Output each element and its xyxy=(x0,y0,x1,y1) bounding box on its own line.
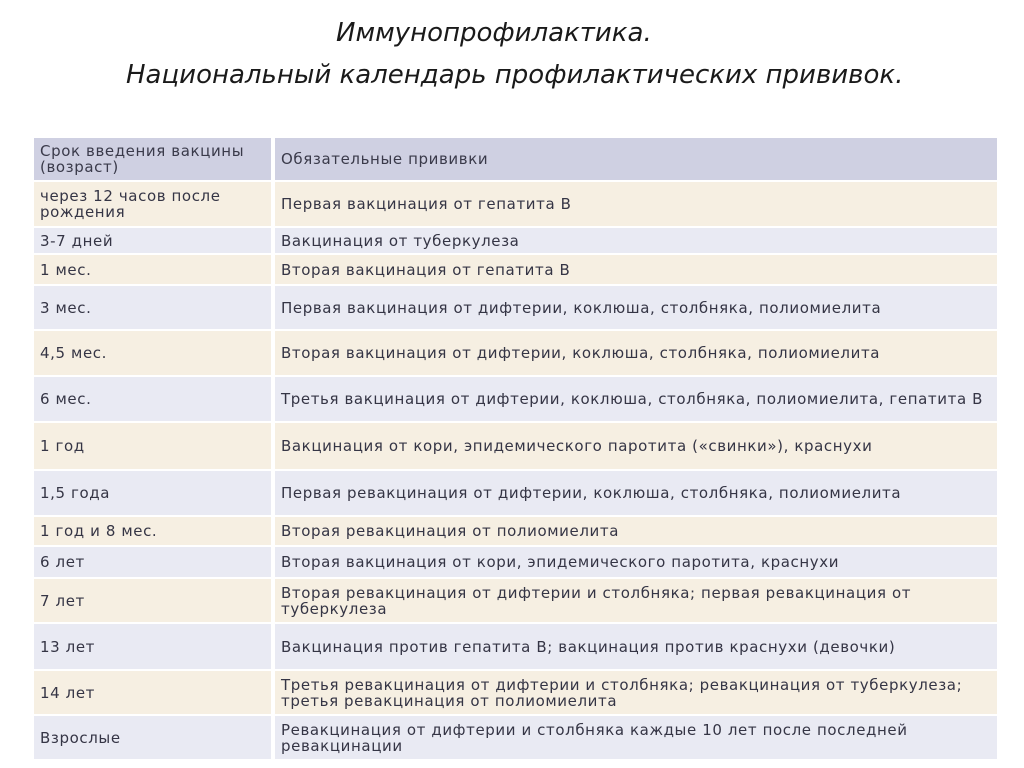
cell-age: через 12 часов после рождения xyxy=(34,180,275,226)
table-row xyxy=(34,515,997,545)
table-row xyxy=(34,375,997,421)
cell-age: 1,5 года xyxy=(34,469,275,515)
title-line-2: Национальный календарь профилактических прививок. xyxy=(126,60,904,90)
header-age: Срок введения вакцины (возраст) xyxy=(34,138,275,180)
cell-vaccine: Первая вакцинация от гепатита В xyxy=(275,180,997,226)
table-row xyxy=(34,622,997,669)
cell-age: Взрослые xyxy=(34,714,275,759)
table-body xyxy=(34,180,997,759)
cell-age: 14 лет xyxy=(34,669,275,714)
cell-vaccine: Третья вакцинация от дифтерии, коклюша, столбняка, полиомиелита, гепатита В xyxy=(275,375,997,421)
cell-vaccine: Вторая ревакцинация от полиомиелита xyxy=(275,515,997,545)
cell-age: 13 лет xyxy=(34,622,275,669)
table-row xyxy=(34,545,997,577)
table-header-row xyxy=(34,138,997,180)
cell-vaccine: Первая вакцинация от дифтерии, коклюша, столбняка, полиомиелита xyxy=(275,284,997,329)
cell-vaccine: Вторая вакцинация от кори, эпидемического паротита, краснухи xyxy=(275,545,997,577)
vaccination-table xyxy=(34,138,997,759)
table-row xyxy=(34,669,997,714)
table-row xyxy=(34,180,997,226)
table-row xyxy=(34,577,997,622)
table-row xyxy=(34,226,997,253)
cell-vaccine: Ревакцинация от дифтерии и столбняка каждые 10 лет после последней ревакцинации xyxy=(275,714,997,759)
cell-vaccine: Вакцинация от кори, эпидемического паротита («свинки»), краснухи xyxy=(275,421,997,469)
cell-age: 6 лет xyxy=(34,545,275,577)
table-row xyxy=(34,714,997,759)
cell-age: 3-7 дней xyxy=(34,226,275,253)
cell-age: 4,5 мес. xyxy=(34,329,275,375)
cell-vaccine: Вторая вакцинация от гепатита В xyxy=(275,253,997,284)
cell-age: 1 мес. xyxy=(34,253,275,284)
cell-age: 1 год xyxy=(34,421,275,469)
cell-age: 6 мес. xyxy=(34,375,275,421)
table-row xyxy=(34,329,997,375)
cell-vaccine: Вторая ревакцинация от дифтерии и столбняка; первая ревакцинация от туберкулеза xyxy=(275,577,997,622)
cell-age: 3 мес. xyxy=(34,284,275,329)
cell-vaccine: Вакцинация против гепатита В; вакцинация против краснухи (девочки) xyxy=(275,622,997,669)
table-row xyxy=(34,469,997,515)
header-vaccines: Обязательные прививки xyxy=(275,138,997,180)
cell-age: 7 лет xyxy=(34,577,275,622)
cell-vaccine: Вторая вакцинация от дифтерии, коклюша, столбняка, полиомиелита xyxy=(275,329,997,375)
cell-vaccine: Вакцинация от туберкулеза xyxy=(275,226,997,253)
table-row xyxy=(34,284,997,329)
cell-vaccine: Первая ревакцинация от дифтерии, коклюша, столбняка, полиомиелита xyxy=(275,469,997,515)
table-row xyxy=(34,421,997,469)
cell-vaccine: Третья ревакцинация от дифтерии и столбняка; ревакцинация от туберкулеза; третья ревакцинация от полиомиелита xyxy=(275,669,997,714)
cell-age: 1 год и 8 мес. xyxy=(34,515,275,545)
table-row xyxy=(34,253,997,284)
title-line-1: Иммунопрофилактика. xyxy=(336,18,652,48)
